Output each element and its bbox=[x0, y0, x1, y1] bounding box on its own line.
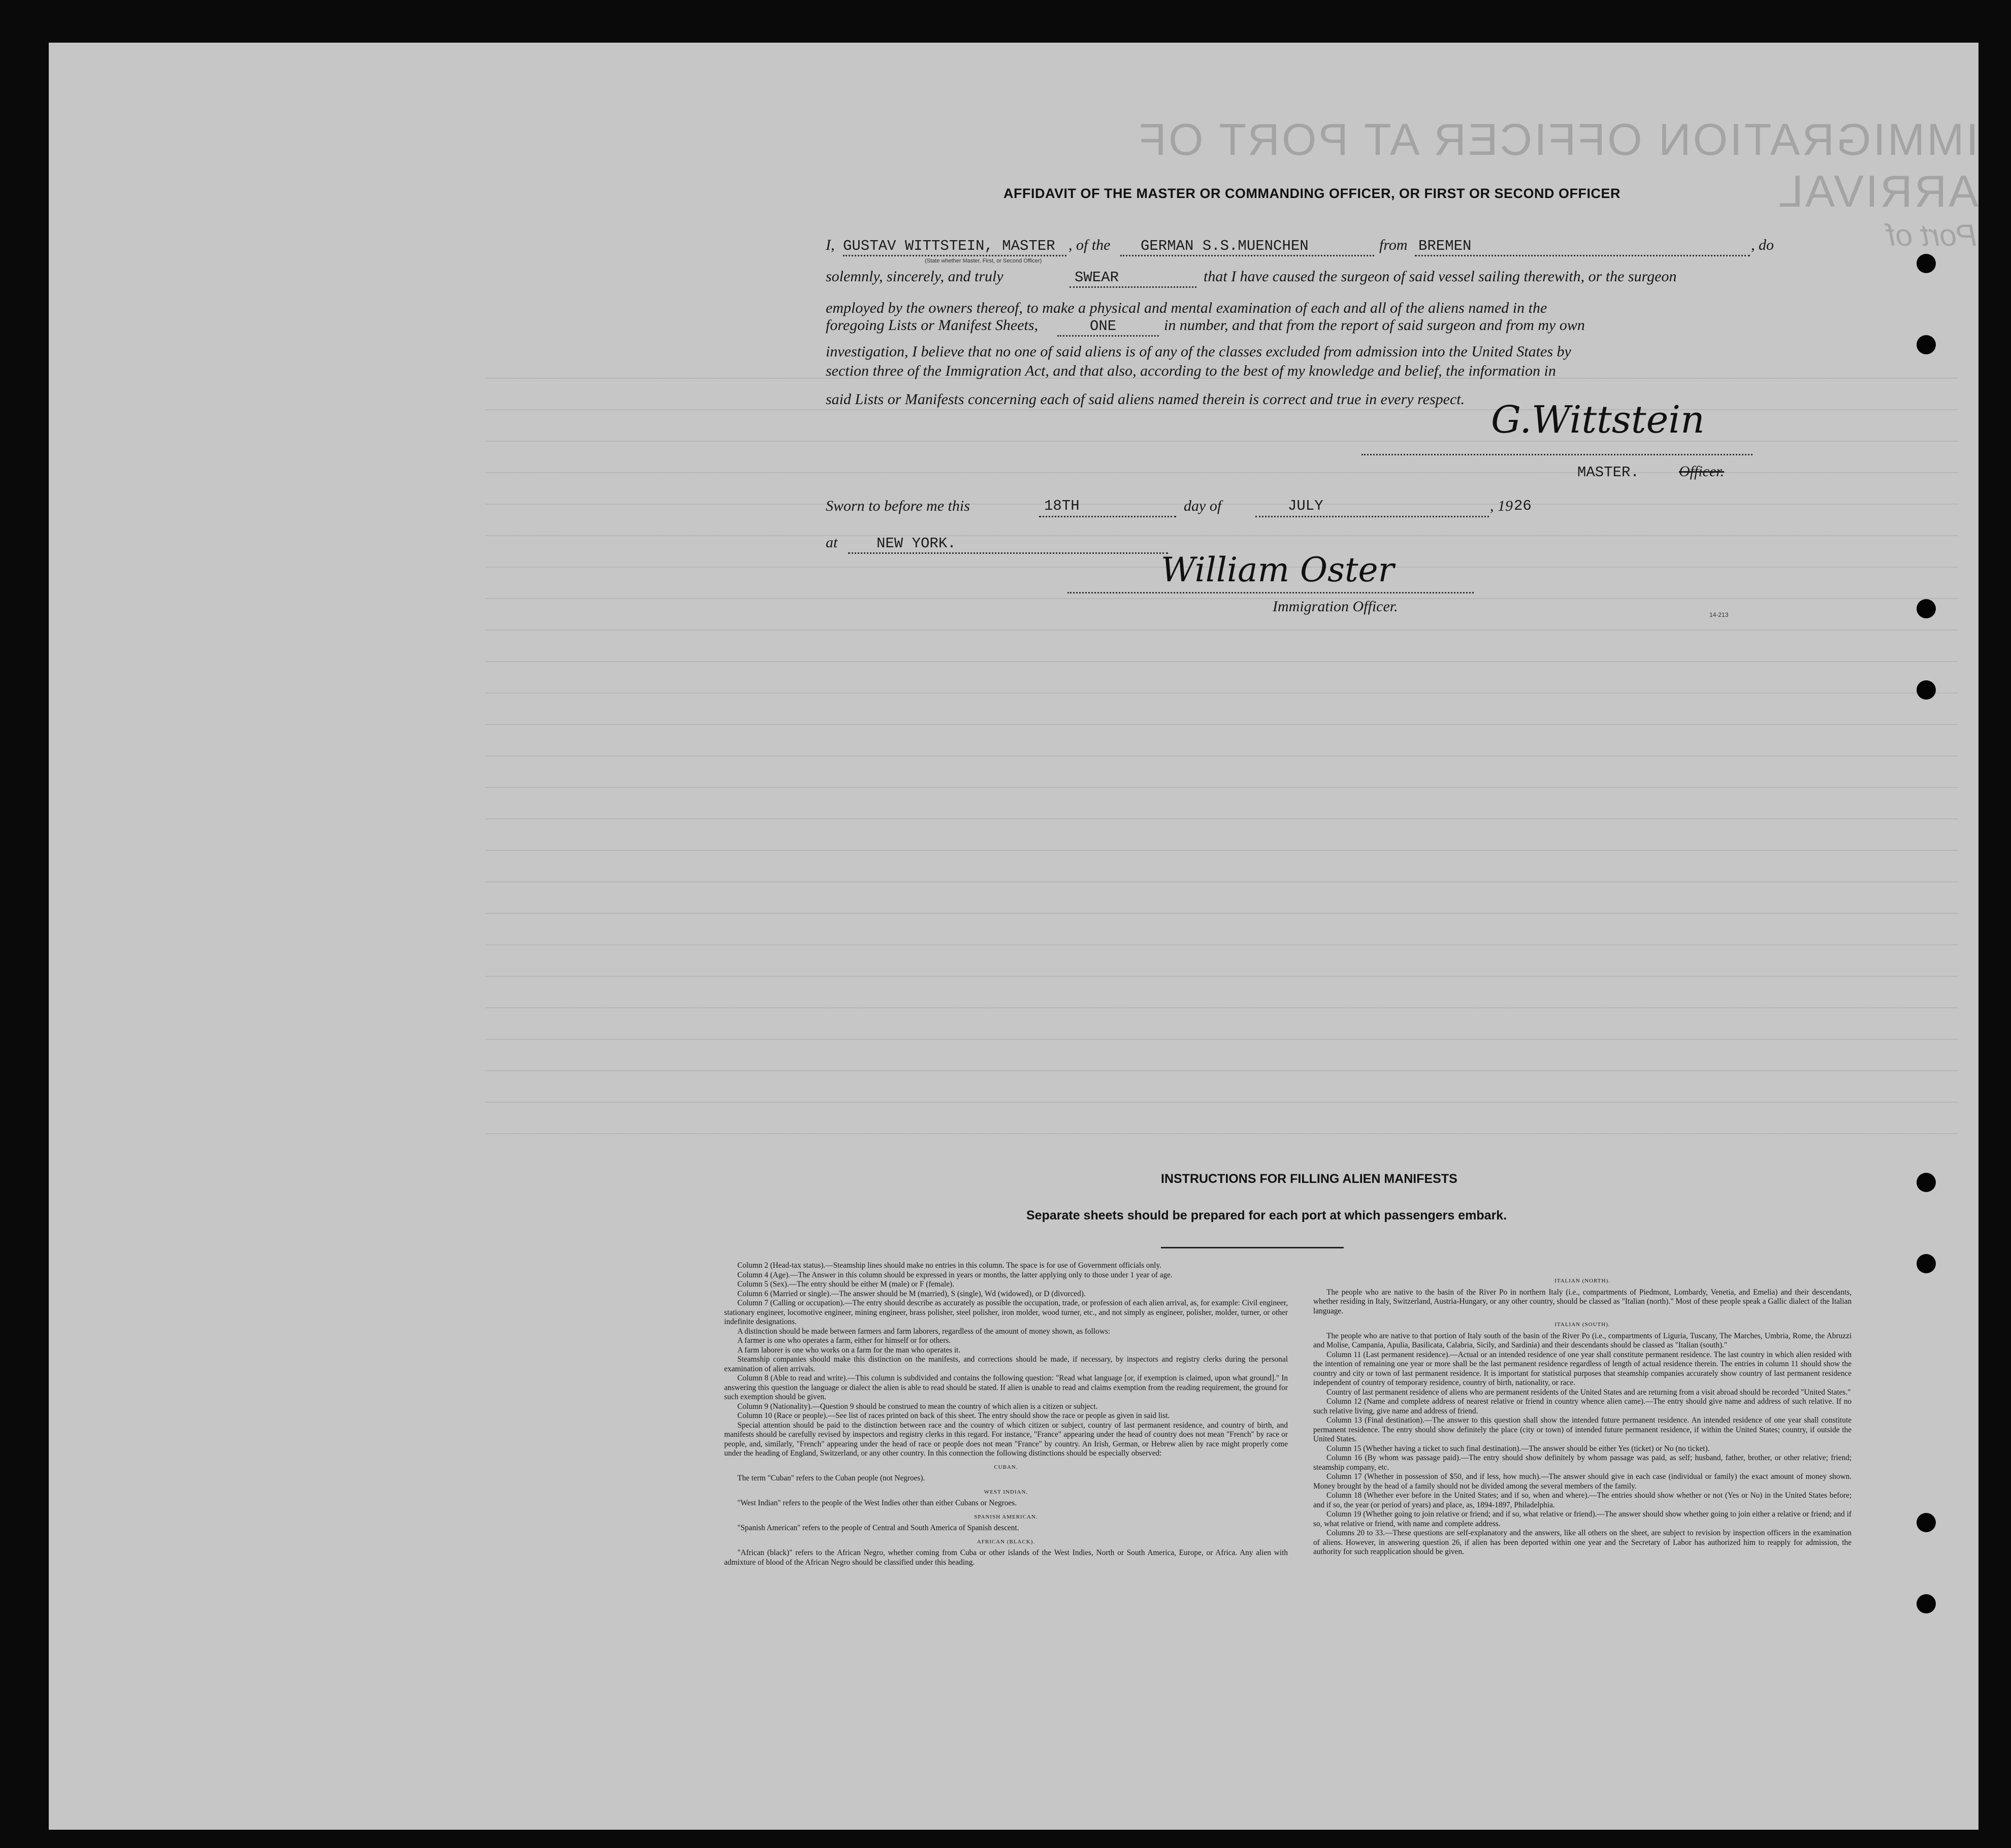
affidavit-line-4a: foregoing Lists or Manifest Sheets, bbox=[826, 317, 1039, 334]
italian-north-text: The people who are native to the basin of the River Po in northern Italy (i.e., compartments of Piedmont, Lombardy, Venetia, and Emelia) and their descendants, whether residing in Italy, Switzerland, Austria-Hungary, or any other country, should be classed as "Italian (north)." Most of these people speak a Gallic dialect of the Italian language. bbox=[1313, 1288, 1852, 1315]
instruction-paragraph: Column 2 (Head-tax status).—Steamship lines should make no entries in this column. The space is for use of Government officials only. bbox=[737, 1261, 1161, 1270]
text-solemnly: solemnly, sincerely, and truly bbox=[826, 268, 1003, 285]
officer-name-line bbox=[843, 254, 1066, 256]
bleed-through-port: Port of bbox=[1887, 218, 1977, 252]
binder-hole bbox=[1917, 1513, 1936, 1532]
immigration-officer-label: Immigration Officer. bbox=[1273, 598, 1398, 615]
sworn-month: JULY bbox=[1288, 498, 1323, 514]
left-paragraphs bbox=[724, 1261, 1288, 1459]
vessel-name: GERMAN S.S.MUENCHEN bbox=[1141, 238, 1309, 254]
officer-name: GUSTAV WITTSTEIN, MASTER bbox=[843, 238, 1055, 254]
affidavit-line-1 bbox=[826, 237, 1791, 268]
text-do: , do bbox=[1751, 237, 1774, 253]
year-prefix: , 19 bbox=[1490, 498, 1513, 514]
port-line bbox=[1415, 254, 1750, 256]
instructions-divider bbox=[1161, 1247, 1344, 1248]
italian-north-heading: ITALIAN (NORTH). bbox=[1554, 1278, 1610, 1284]
affidavit-line-4b: in number, and that from the report of said surgeon and from my own bbox=[1164, 317, 1585, 334]
right-paragraphs bbox=[1313, 1332, 1852, 1557]
affidavit-line-5-text: investigation, I believe that no one of said aliens is of any of the classes excluded from admission into the United States by bbox=[826, 343, 1571, 360]
instruction-paragraph: Column 13 (Final destination).—The answer to this question shall show the intended future permanent residence. An intended residence of one year shall constitute permanent residence. The entry should show definitely the place (city or town) of intended future permanent residence, if within the United States; country, if outside the United States. bbox=[1313, 1416, 1852, 1443]
day-line bbox=[1039, 515, 1176, 517]
sworn-day: 18TH bbox=[1044, 498, 1080, 514]
binder-hole bbox=[1917, 680, 1936, 700]
master-signature-line bbox=[1361, 453, 1753, 455]
departure-port: BREMEN bbox=[1418, 238, 1472, 254]
instruction-paragraph: Column 9 (Nationality).—Question 9 should be construed to mean the country of which alien is a citizen or subject. bbox=[737, 1402, 1098, 1411]
sworn-line bbox=[826, 498, 1791, 529]
instruction-paragraph: Special attention should be paid to the distinction between race and the country of which citizen or subject, country of last permanent residence, and country of birth, and manifests should be carefully revised by inspectors and registry clerks in this regard. For instance, "France" appearing under the head of country does not mean "French" by race or people, and, similarly, "French" appearing under the head of race or people does not mean "France" by country. An Irish, German, or Hebrew alien by race might properly come under the heading of England, Switzerland, or any other country. In this connection the following distinctions should be especially observed: bbox=[724, 1421, 1288, 1458]
instruction-paragraph: Column 7 (Calling or occupation).—The entry should describe as accurately as possible the occupation, trade, or profession of each alien arrival, as, for example: Civil engineer, stationary engineer, locomotive engineer, mining engineer, brass polisher, steel polisher, iron molder, wood turner, etc., and not simply as engineer, polisher, molder, turner, or other indefinite designations. bbox=[724, 1299, 1288, 1326]
affidavit-line-2-rest: that I have caused the surgeon of said vessel sailing therewith, or the surgeon bbox=[1204, 268, 1677, 285]
binder-hole bbox=[1917, 1173, 1936, 1192]
instruction-paragraph: Column 17 (Whether in possession of $50, and if less, how much).—The answer should give in each case (individual or family) the exact amount of money shown. Money brought by the head of a family should not be divided among the several members of the family. bbox=[1313, 1472, 1852, 1491]
instructions-right-column bbox=[1313, 1276, 1852, 1557]
instruction-paragraph: Column 5 (Sex).—The entry should be either M (male) or F (female). bbox=[737, 1280, 954, 1289]
italian-south-heading: ITALIAN (SOUTH). bbox=[1554, 1322, 1610, 1328]
instruction-paragraph: Column 6 (Married or single).—The answer should be M (married), S (single), Wd (widowed), or D (divorced). bbox=[737, 1289, 1086, 1298]
instruction-paragraph: Column 15 (Whether having a ticket to such final destination).—The answer should be either Yes (ticket) or No (no ticket). bbox=[1326, 1444, 1710, 1453]
master-label: MASTER. bbox=[1577, 464, 1639, 481]
instruction-paragraph: Column 12 (Name and complete address of nearest relative or friend in country whence alien came).—The entry should give name and address of such relative. If no such relative living, give name and address of friend. bbox=[1313, 1397, 1852, 1415]
cuban-text: The term "Cuban" refers to the Cuban people (not Negroes). bbox=[737, 1474, 925, 1482]
binder-hole bbox=[1917, 335, 1936, 354]
manifest-sheet bbox=[49, 43, 1978, 1830]
affidavit-line-6 bbox=[826, 362, 1791, 394]
affidavit-line-2 bbox=[826, 268, 1791, 300]
oath-line bbox=[1069, 285, 1196, 288]
cuban-heading: CUBAN. bbox=[994, 1464, 1018, 1470]
year-suffix: 26 bbox=[1514, 498, 1532, 514]
instruction-paragraph: Column 8 (Able to read and write).—This column is subdivided and contains the following question: "Read what language [or, if exemption is claimed, upon what ground]." In answering this question the language or dialect the alien is able to read should be stated. If alien is unable to read and claims exemption from the reading requirement, the ground for such exemption should be given. bbox=[724, 1374, 1288, 1401]
instruction-paragraph: Column 11 (Last permanent residence).—Actual or an intended residence of one year shall constitute permanent residence. The last country in which alien resided with the intention of remaining one year or more shall be the last permanent residence regardless of length of actual residence therein. The entries in column 11 should show the country and city or town of last permanent residence. It is important for statistical purposes that steamship companies accurately show country of last permanent residence independent of country of temporary residence, country of birth, nationality, or race. bbox=[1313, 1350, 1852, 1387]
officer-hint: (State whether Master, First, or Second Officer) bbox=[925, 258, 1042, 264]
affidavit-title: AFFIDAVIT OF THE MASTER OR COMMANDING OFFICER, OR FIRST OR SECOND OFFICER bbox=[1003, 186, 1620, 201]
bleed-through-header: IMMIGRATION OFFICER AT PORT OF ARRIVAL bbox=[1137, 114, 1978, 216]
bleed-through-table bbox=[485, 347, 1958, 1160]
instruction-paragraph: Steamship companies should make this distinction on the manifests, and corrections should be made, if necessary, by inspectors and registry clerks during the personal examination of alien arrivals. bbox=[724, 1355, 1288, 1373]
african-text: "African (black)" refers to the African Negro, whether coming from Cuba or other islands of the West Indies, North or South America, Europe, or Africa. Any alien with admixture of blood of the African Negro should be classified under this heading. bbox=[724, 1548, 1288, 1567]
instruction-paragraph: Columns 20 to 33.—These questions are self-explanatory and the answers, like all others on the sheet, are subject to revision by inspection officers in the examination of aliens. However, in answering question 26, if alien has been deported within one year and the Secretary of Labor has authorized him to reapply for admission, the authority for such reapplication should be given. bbox=[1313, 1529, 1852, 1556]
spanish-american-text: "Spanish American" refers to the people of Central and South America of Spanish descent. bbox=[737, 1524, 1019, 1532]
sworn-place: NEW YORK. bbox=[877, 535, 956, 552]
instruction-paragraph: A farm laborer is one who works on a farm for the man who operates it. bbox=[737, 1345, 961, 1355]
instruction-paragraph: Country of last permanent residence of aliens who are permanent residents of the United States and are returning from a visit abroad should be recorded "United States." bbox=[1326, 1388, 1851, 1397]
affidavit-line-6-text: section three of the Immigration Act, and that also, according to the best of my knowledge and belief, the information in bbox=[826, 362, 1556, 379]
text-sworn: Sworn to before me this bbox=[826, 498, 970, 514]
binder-hole bbox=[1917, 599, 1936, 618]
binder-hole bbox=[1917, 1254, 1936, 1273]
west-indian-heading: WEST INDIAN. bbox=[984, 1489, 1028, 1495]
instructions-title: INSTRUCTIONS FOR FILLING ALIEN MANIFESTS bbox=[1161, 1172, 1457, 1186]
oath-word: SWEAR bbox=[1075, 269, 1119, 286]
text-at: at bbox=[826, 534, 838, 551]
binder-hole bbox=[1917, 254, 1936, 273]
spanish-american-heading: SPANISH AMERICAN. bbox=[974, 1513, 1038, 1520]
instruction-paragraph: Column 16 (By whom was passage paid).—The entry should show definitely by whom passage was paid, as self; husband, father, brother, or other relative; friend; steamship company, etc. bbox=[1313, 1454, 1852, 1472]
form-number: 14-213 bbox=[1709, 611, 1729, 618]
text-of-the: , of the bbox=[1068, 237, 1111, 253]
place-underline bbox=[848, 551, 1168, 554]
instruction-paragraph: The people who are native to that portion of Italy south of the basin of the River Po (i.e., compartments of Liguria, Tuscany, The Marches, Umbria, Rome, the Abruzzi and Molise, Campania, Apulia, Basilicata, Calabria, Sicily, and Sardinia) and their descendants should be classed as "Italian (south)." bbox=[1313, 1331, 1852, 1349]
instructions-left-column bbox=[724, 1261, 1288, 1567]
text-i: I, bbox=[826, 237, 835, 253]
month-line bbox=[1255, 515, 1489, 517]
binder-hole bbox=[1917, 1594, 1936, 1613]
instruction-paragraph: Column 19 (Whether going to join relative or friend; and if so, what relative or friend).—The answer should show whether going to join either a relative or friend; and if so, what relative or friend, with name and complete address. bbox=[1313, 1510, 1852, 1528]
sheet-count: ONE bbox=[1090, 318, 1117, 335]
west-indian-text: "West Indian" refers to the people of the West Indies other than either Cubans or Negroes. bbox=[737, 1499, 1017, 1507]
sheet-count-line bbox=[1057, 334, 1159, 337]
officer-signature-line bbox=[1067, 591, 1474, 593]
instruction-paragraph: Column 18 (Whether ever before in the United States; and if so, when and where).—The entries should show whether or not (Yes or No) in the United States before; and if so, the year (or period of years) and place, as, 1894-1897, Philadelphia. bbox=[1313, 1491, 1852, 1509]
instruction-paragraph: Column 10 (Race or people).—See list of races printed on back of this sheet. The entry should show the race or people as given in said list. bbox=[737, 1411, 1170, 1420]
text-day-of: day of bbox=[1184, 498, 1222, 514]
vessel-line bbox=[1120, 254, 1374, 256]
instruction-paragraph: Column 4 (Age).—The Answer in this column should be expressed in years or months, the latter applying only to those under 1 year of age. bbox=[737, 1270, 1173, 1279]
master-signature: G.Wittstein bbox=[1491, 398, 1705, 442]
instruction-paragraph: A farmer is one who operates a farm, either for himself or for others. bbox=[737, 1336, 951, 1345]
instructions-subtitle: Separate sheets should be prepared for each port at which passengers embark. bbox=[1026, 1208, 1507, 1223]
officer-struck: Officer. bbox=[1679, 463, 1725, 480]
immigration-officer-signature: William Oster bbox=[1161, 550, 1394, 589]
text-from: from bbox=[1379, 237, 1408, 253]
affidavit-line-3-text: employed by the owners thereof, to make a physical and mental examination of each and all of the aliens named in the bbox=[826, 300, 1547, 316]
african-heading: AFRICAN (BLACK). bbox=[977, 1538, 1035, 1545]
instruction-paragraph: A distinction should be made between farmers and farm laborers, regardless of the amount of money shown, as follows: bbox=[737, 1327, 1111, 1336]
affidavit-line-7-text: said Lists or Manifests concerning each of said aliens named therein is correct and true in every respect. bbox=[826, 391, 1465, 408]
